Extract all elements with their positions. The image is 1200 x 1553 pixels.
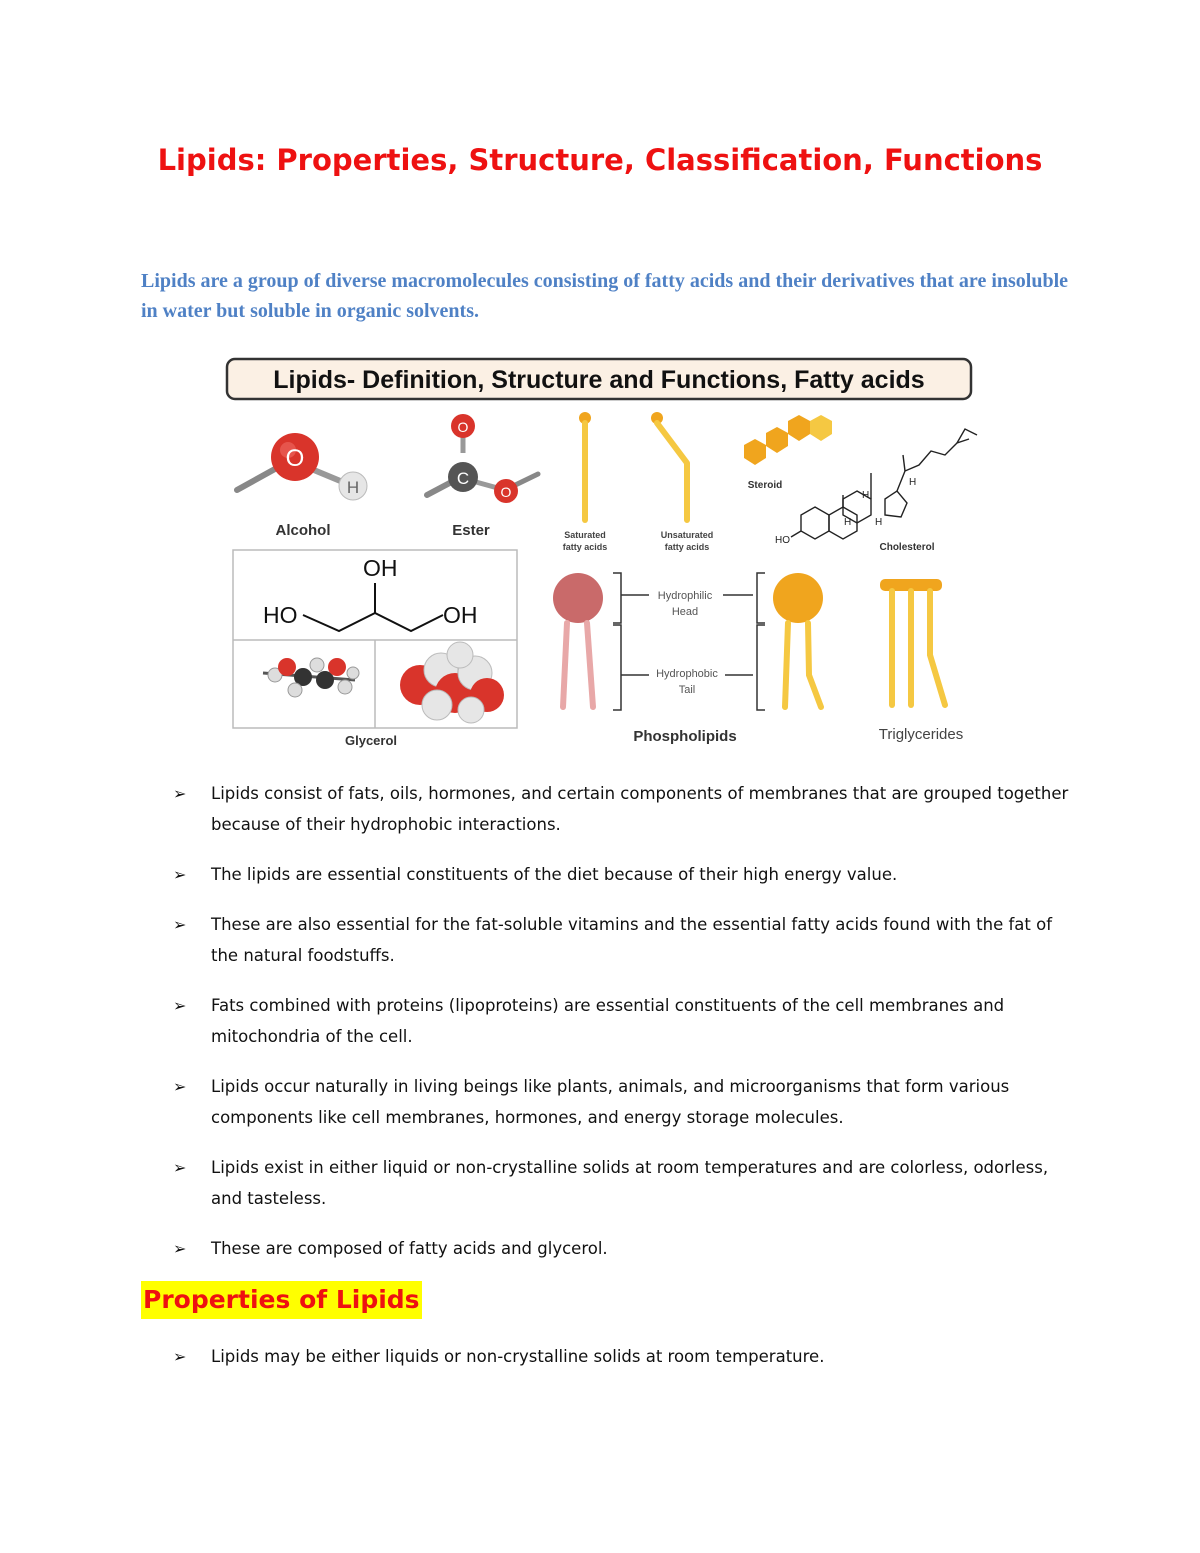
cholesterol-structure xyxy=(775,429,977,553)
svg-text:fatty acids: fatty acids xyxy=(562,542,608,552)
svg-text:H: H xyxy=(909,477,917,488)
ester-label: Ester xyxy=(452,522,490,539)
svg-text:HO: HO xyxy=(263,602,298,628)
svg-text:Unsaturated: Unsaturated xyxy=(660,530,714,540)
svg-text:Hydrophilic: Hydrophilic xyxy=(657,590,713,602)
lipids-figure xyxy=(225,355,980,755)
svg-text:Saturated: Saturated xyxy=(564,530,606,540)
svg-text:C: C xyxy=(456,469,470,488)
hydrophilic-head xyxy=(773,573,823,623)
properties-list xyxy=(173,1341,1073,1391)
intro-definition: Lipids are a group of diverse macromolecules consisting of fatty acids and their derivatives that are insoluble in water but soluble in organic solvents. xyxy=(141,270,1069,322)
list-item: ➢ Lipids consist of fats, oils, hormones, and certain components of membranes that are grouped together because of their hydrophobic interactions. xyxy=(173,778,1073,840)
glycerol-panel xyxy=(233,550,517,748)
figure-banner: Lipids- Definition, Structure and Functions, Fatty acids xyxy=(273,366,925,394)
svg-text:Hydrophobic: Hydrophobic xyxy=(656,668,718,680)
svg-text:OH: OH xyxy=(443,602,478,628)
phospholipids-label: Phospholipids xyxy=(633,728,737,745)
svg-text:Head: Head xyxy=(671,606,699,618)
arrow-bullet-icon: ➢ xyxy=(173,865,187,884)
list-item: ➢ Lipids may be either liquids or non-crystalline solids at room temperature. xyxy=(173,1341,1073,1372)
list-item: ➢ Fats combined with proteins (lipoproteins) are essential constituents of the cell membranes and mitochondria of the cell. xyxy=(173,990,1073,1052)
cholesterol-label: Cholesterol xyxy=(879,542,935,553)
alcohol-molecule xyxy=(237,433,367,539)
svg-text:O: O xyxy=(285,445,305,472)
arrow-bullet-icon: ➢ xyxy=(173,1239,187,1258)
svg-text:Tail: Tail xyxy=(678,684,696,696)
svg-text:O: O xyxy=(500,484,512,500)
phospholipid-diagram xyxy=(553,573,823,745)
list-item: ➢ Lipids occur naturally in living beings like plants, animals, and microorganisms that form various components like cell membranes, hormones, and energy storage molecules. xyxy=(173,1071,1073,1133)
steroid-rings xyxy=(744,415,832,491)
saturated-fatty-acid xyxy=(563,412,608,552)
svg-text:O: O xyxy=(457,419,469,435)
triglyceride-diagram xyxy=(879,579,963,743)
unsaturated-fatty-acid xyxy=(651,412,713,552)
arrow-bullet-icon: ➢ xyxy=(173,1158,187,1177)
svg-text:H: H xyxy=(875,517,883,528)
list-item: ➢ The lipids are essential constituents of the diet because of their high energy value. xyxy=(173,859,1073,890)
svg-text:H: H xyxy=(862,490,870,501)
glycerol-label: Glycerol xyxy=(344,733,398,748)
list-item: ➢ Lipids exist in either liquid or non-crystalline solids at room temperatures and are colorless, odorless, and tasteless. xyxy=(173,1152,1073,1214)
arrow-bullet-icon: ➢ xyxy=(173,1077,187,1096)
arrow-bullet-icon: ➢ xyxy=(173,996,187,1015)
arrow-bullet-icon: ➢ xyxy=(173,1347,187,1366)
svg-text:H: H xyxy=(346,478,360,497)
steroid-label: Steroid xyxy=(747,480,783,491)
svg-text:OH: OH xyxy=(363,555,398,581)
hydrophilic-head xyxy=(553,573,603,623)
arrow-bullet-icon: ➢ xyxy=(173,784,187,803)
ester-molecule xyxy=(427,414,538,539)
arrow-bullet-icon: ➢ xyxy=(173,915,187,934)
section-heading-properties: Properties of Lipids xyxy=(141,1281,422,1319)
page-title: Lipids: Properties, Structure, Classification, Functions xyxy=(157,143,1043,177)
svg-text:H: H xyxy=(844,517,852,528)
lipid-facts-list xyxy=(173,778,1073,1283)
svg-text:fatty acids: fatty acids xyxy=(664,542,710,552)
list-item: ➢ These are also essential for the fat-soluble vitamins and the essential fatty acids found with the fat of the natural foodstuffs. xyxy=(173,909,1073,971)
triglycerides-label: Triglycerides xyxy=(878,726,964,743)
svg-text:HO: HO xyxy=(775,535,790,546)
list-item: ➢ These are composed of fatty acids and glycerol. xyxy=(173,1233,1073,1264)
alcohol-label: Alcohol xyxy=(275,522,331,539)
